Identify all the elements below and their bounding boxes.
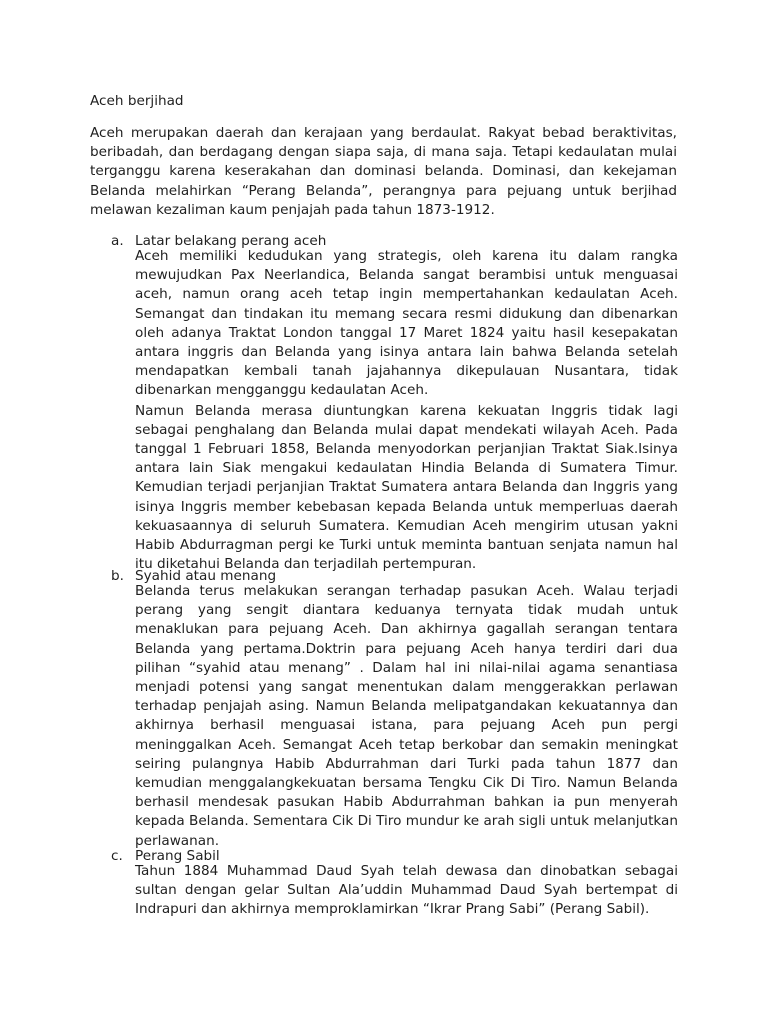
document-title: Aceh berjihad [90, 93, 184, 109]
section-heading: Perang Sabil [135, 848, 220, 864]
section-heading: Latar belakang perang aceh [135, 233, 327, 249]
section-paragraph: Aceh memiliki kedudukan yang strategis, oleh karena itu dalam rangka mewujudkan Pax Neerlandica, Belanda sangat berambisi untuk menguasai aceh, namun orang aceh tetap ingin mempertahankan kedaulatan Aceh. Semangat dan tindakan itu memang secara resmi didukung dan dibenarkan oleh adanya Traktat London tanggal 17 Maret 1824 yaitu hasil kesepakatan antara inggris dan Belanda yang isinya antara lain bahwa Belanda setelah mendapatkan kembali tanah jajahannya dikepulauan Nusantara, tidak dibenarkan mengganggu kedaulatan Aceh. [135, 248, 678, 399]
section-marker: c. [111, 848, 123, 864]
section-paragraph: Tahun 1884 Muhammad Daud Syah telah dewasa dan dinobatkan sebagai sultan dengan gelar Sultan Ala’uddin Muhammad Daud Syah bertempat di Indrapuri dan akhirnya memproklamirkan “Ikrar Prang Sabi” (Perang Sabil). [135, 863, 678, 918]
section-heading: Syahid atau menang [135, 568, 277, 584]
section-marker: a. [111, 233, 124, 249]
section-paragraph: Namun Belanda merasa diuntungkan karena kekuatan Inggris tidak lagi sebagai penghalang dan Belanda mulai dapat mendekati wilayah Aceh. Pada tanggal 1 Februari 1858, Belanda menyodorkan perjanjian Traktat Siak.Isinya antara lain Siak mengakui kedaulatan Hindia Belanda di Sumatera Timur. Kemudian terjadi perjanjian Traktat Sumatera antara Belanda dan Inggris yang isinya Inggris member kebebasan kepada Belanda untuk memperluas daerah kekuasaannya di seluruh Sumatera. Kemudian Aceh mengirim utusan yakni Habib Abdurragman pergi ke Turki untuk meminta bantuan senjata namun hal itu diketahui Belanda dan terjadilah pertempuran. [135, 402, 678, 573]
intro-paragraph: Aceh merupakan daerah dan kerajaan yang berdaulat. Rakyat bebad beraktivitas, beribadah, dan berdagang dengan siapa saja, di mana saja. Tetapi kedaulatan mulai terganggu karena keserakahan dan dominasi belanda. Dominasi, dan kekejaman Belanda melahirkan “Perang Belanda”, perangnya para pejuang untuk berjihad melawan kezaliman kaum penjajah pada tahun 1873-1912. [90, 125, 677, 218]
section-marker: b. [111, 568, 124, 584]
section-body [135, 862, 678, 920]
section-body [135, 582, 678, 851]
section-paragraph: Belanda terus melakukan serangan terhadap pasukan Aceh. Walau terjadi perang yang sengit diantara keduanya ternyata tidak mudah untuk menaklukan para pejuang Aceh. Dan akhirnya gagallah serangan tentara Belanda yang pertama.Doktrin para pejuang Aceh hanya terdiri dari dua pilihan “syahid atau menang” . Dalam hal ini nilai-nilai agama senantiasa menjadi potensi yang sangat menentukan dalam menggerakkan perlawan terhadap penjajah asing. Namun Belanda melipatgandakan kekuatannya dan akhirnya berhasil menguasai istana, para pejuang Aceh pun pergi meninggalkan Aceh. Semangat Aceh tetap berkobar dan semakin meningkat seiring pulangnya Habib Abdurrahman dari Turki pada tahun 1877 dan kemudian menggalangkekuatan bersama Tengku Cik Di Tiro. Namun Belanda berhasil mendesak pasukan Habib Abdurrahman bahkan ia pun menyerah kepada Belanda. Sementara Cik Di Tiro mundur ke arah sigli untuk melanjutkan perlawanan. [135, 583, 678, 849]
section-body [135, 247, 678, 574]
